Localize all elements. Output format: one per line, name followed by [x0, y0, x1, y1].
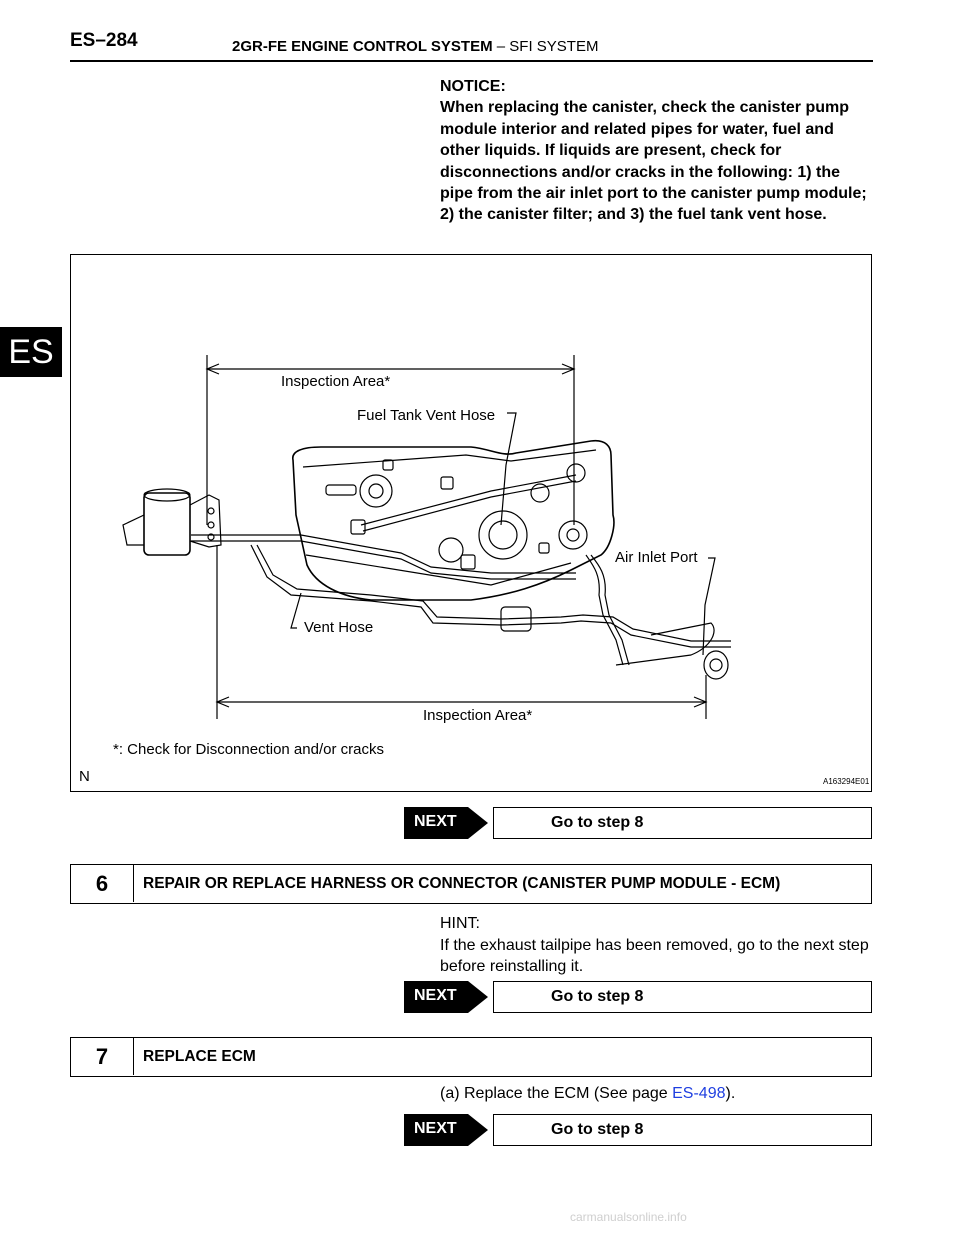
- next-arrow: [404, 981, 488, 1013]
- step-number: 7: [71, 1038, 134, 1075]
- notice-block: [440, 76, 872, 226]
- step-6-heading: [70, 864, 872, 904]
- label-inspection-area-top: Inspection Area*: [281, 373, 391, 390]
- section-title: 2GR-FE ENGINE CONTROL SYSTEM: [232, 38, 493, 55]
- step-title: REPAIR OR REPLACE HARNESS OR CONNECTOR (CANISTER PUMP MODULE - ECM): [143, 875, 781, 892]
- instruction-text-end: ).: [725, 1085, 736, 1102]
- instruction-text: (a) Replace the ECM (See page: [440, 1085, 673, 1102]
- next-label: NEXT: [414, 813, 457, 830]
- notice-body: When replacing the canister, check the canister pump module interior and related pipes for water, fuel and other liquids. If liquids are present, check for disconnections and/or cracks in the following: 1) the pipe from the air inlet port to the canister pump module; 2) the canister filter; and 3) the fuel tank vent hose.: [440, 99, 867, 224]
- hint-block: [440, 913, 880, 978]
- header-rule: [70, 60, 873, 62]
- notice-heading: NOTICE:: [440, 78, 506, 95]
- figure-corner-mark: N: [79, 768, 90, 785]
- section-header: [232, 38, 598, 55]
- step-7-heading: [70, 1037, 872, 1077]
- fuel-system-illustration: [70, 254, 872, 792]
- label-air-inlet-port: Air Inlet Port: [615, 549, 698, 566]
- goto-step-link[interactable]: Go to step 8: [493, 981, 872, 1013]
- label-fuel-tank-vent-hose: Fuel Tank Vent Hose: [357, 407, 496, 424]
- goto-step-link[interactable]: Go to step 8: [493, 807, 872, 839]
- next-arrow: [404, 807, 488, 839]
- section-side-tab[interactable]: ES: [0, 327, 62, 377]
- label-inspection-area-bottom: Inspection Area*: [423, 707, 533, 724]
- figure-footnote: *: Check for Disconnection and/or cracks: [113, 741, 384, 758]
- hint-heading: HINT:: [440, 915, 480, 932]
- next-label: NEXT: [414, 987, 457, 1004]
- goto-step-link[interactable]: Go to step 8: [493, 1114, 872, 1146]
- footer-watermark: carmanualsonline.info: [570, 1210, 687, 1224]
- replace-ecm-instruction: [440, 1085, 735, 1103]
- figure-id: A163294E01: [823, 777, 870, 786]
- step-title: REPLACE ECM: [143, 1048, 256, 1065]
- page-number: ES–284: [70, 30, 138, 51]
- page-reference-link[interactable]: ES-498: [672, 1085, 726, 1102]
- next-label: NEXT: [414, 1120, 457, 1137]
- next-arrow: [404, 1114, 488, 1146]
- label-vent-hose: Vent Hose: [304, 619, 374, 636]
- hint-body: If the exhaust tailpipe has been removed, go to the next step before reinstalling it.: [440, 936, 869, 975]
- step-number: 6: [71, 865, 134, 902]
- section-subtitle: SFI SYSTEM: [509, 38, 599, 55]
- section-separator: –: [492, 38, 510, 55]
